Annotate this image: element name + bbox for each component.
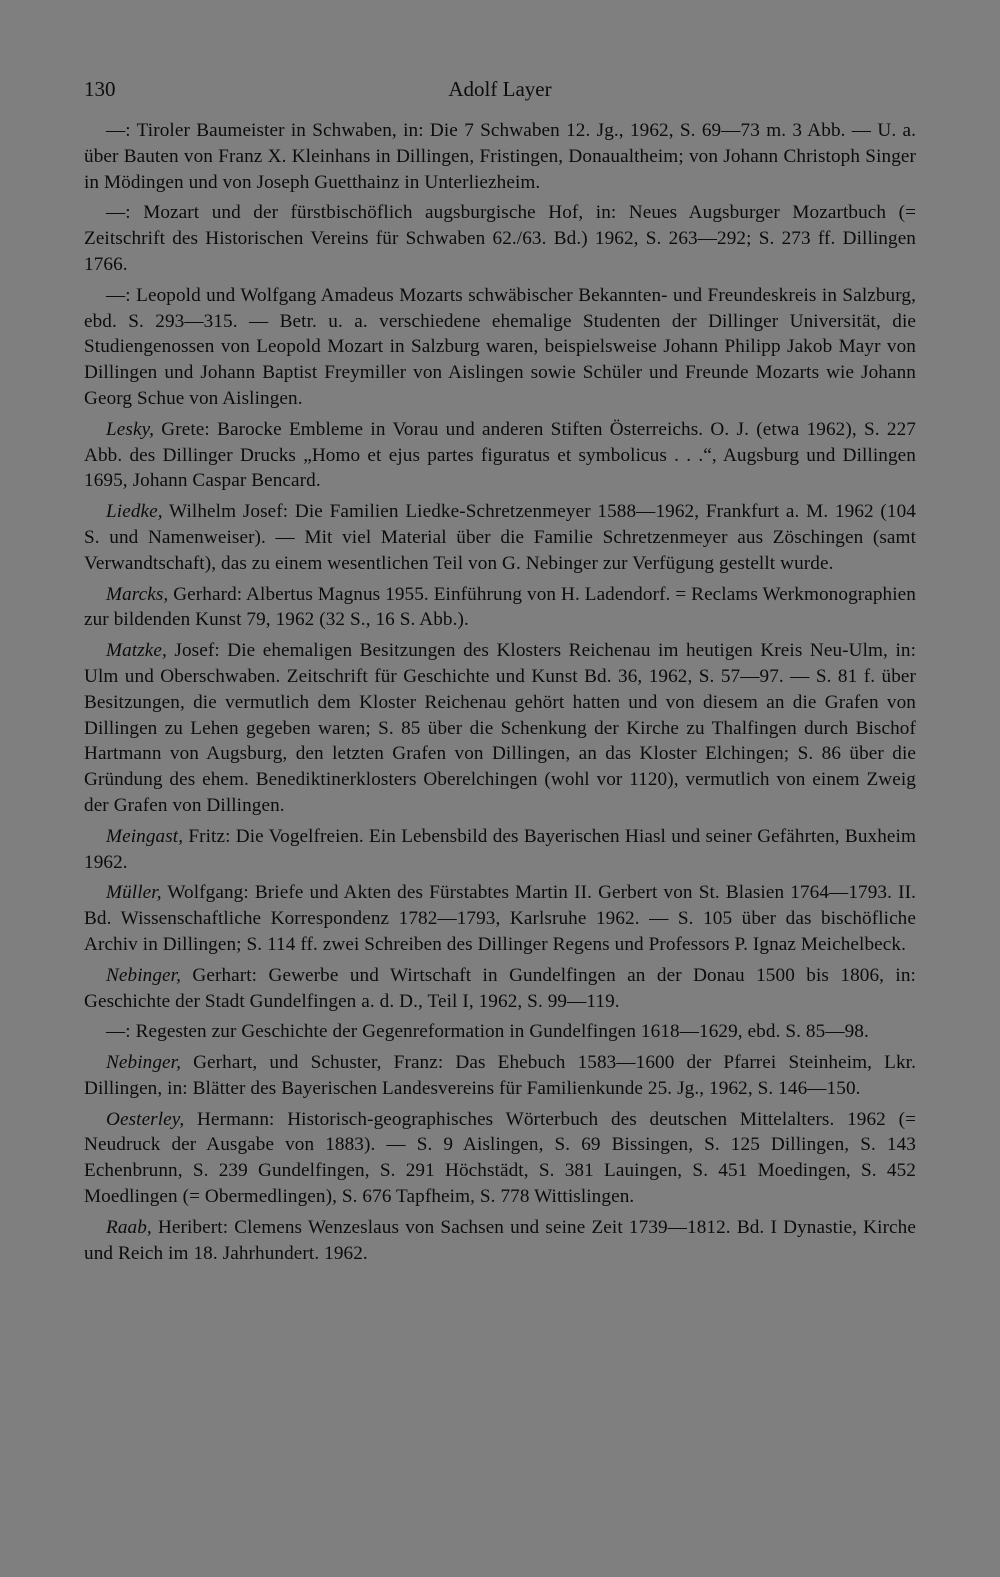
entry-author: Meingast, <box>106 825 184 847</box>
entry-author: Marcks, <box>106 583 169 605</box>
bibliography-entry <box>84 638 916 819</box>
entry-text: —: Tiroler Baumeister in Schwaben, in: Die 7 Schwaben 12. Jg., 1962, S. 69—73 m. 3 Abb. — U. a. über Bauten von Franz X. Kleinhans in Dillingen, Fristingen, Donaualtheim; von Johann Christoph Singer in Mödingen und von Joseph Guetthainz in Unterliezheim. <box>84 120 916 193</box>
page-number: 130 <box>84 77 116 101</box>
entry-text: Heribert: Clemens Wenzeslaus von Sachsen und seine Zeit 1739—1812. Bd. I Dynastie, Kirche und Reich im 18. Jahrhundert. 1962. <box>84 1216 916 1264</box>
entry-author: Nebinger, <box>106 964 181 986</box>
bibliography-entry <box>84 1050 916 1102</box>
bibliography-entry <box>84 1107 916 1210</box>
bibliography-entry <box>84 963 916 1015</box>
entry-text: Grete: Barocke Embleme in Vorau und anderen Stiften Österreichs. O. J. (etwa 1962), S. 227 Abb. des Dillinger Drucks „Homo et ejus partes figuratus et symbolicus . . .“, Augsburg und Dillingen 1695, Johann Caspar Bencard. <box>84 418 916 492</box>
bibliography-entry <box>84 1019 916 1045</box>
entry-text: Gerhard: Albertus Magnus 1955. Einführung von H. Ladendorf. = Reclams Werkmonographien zur bildenden Kunst 79, 1962 (32 S., 16 S. Abb.). <box>84 583 916 631</box>
bibliography-entry <box>84 1215 916 1267</box>
bibliography-entry <box>84 880 916 957</box>
entry-text: Fritz: Die Vogelfreien. Ein Lebensbild des Bayerischen Hiasl und seiner Gefährten, Buxheim 1962. <box>84 825 916 873</box>
entry-author: Oesterley, <box>106 1108 185 1130</box>
entry-text: —: Mozart und der fürstbischöflich augsburgische Hof, in: Neues Augsburger Mozartbuch (= Zeitschrift des Historischen Vereins für Schwaben 62./63. Bd.) 1962, S. 263—292; S. 273 ff. Dillingen 1766. <box>84 202 916 275</box>
entry-text: Gerhart: Gewerbe und Wirtschaft in Gundelfingen an der Donau 1500 bis 1806, in: Geschichte der Stadt Gundelfingen a. d. D., Teil I, 1962, S. 99—119. <box>84 964 916 1012</box>
entry-author: Matzke, <box>106 640 167 662</box>
entry-text: Gerhart, und Schuster, Franz: Das Ehebuch 1583—1600 der Pfarrei Steinheim, Lkr. Dillingen, in: Blätter des Bayerischen Landesvereins für Familienkunde 25. Jg., 1962, S. 146—150. <box>84 1052 916 1099</box>
entry-text: Wilhelm Josef: Die Familien Liedke-Schretzenmeyer 1588—1962, Frankfurt a. M. 1962 (104 S. und Namenweiser). — Mit viel Material über die Familie Schretzenmeyer aus Zöschingen (samt Verwandtschaft), das zu einem wesentlichen Teil von G. Nebinger zur Verfügung gestellt wurde. <box>84 501 916 574</box>
entry-text: Hermann: Historisch-geographisches Wörterbuch des deutschen Mittelalters. 1962 (= Neudruck der Ausgabe von 1883). — S. 9 Aislingen, S. 69 Bissingen, S. 125 Dillingen, S. 143 Echenbrunn, S. 239 Gundelfingen, S. 291 Höchstädt, S. 381 Lauingen, S. 451 Moedingen, S. 452 Moedlingen (= Obermedlingen), S. 676 Tapfheim, S. 778 Wittislingen. <box>84 1108 916 1208</box>
entry-text: —: Leopold und Wolfgang Amadeus Mozarts schwäbischer Bekannten- und Freundeskreis in Salzburg, ebd. S. 293—315. — Betr. u. a. verschiedene ehemalige Studenten der Dillinger Universität, die Studiengenossen von Leopold Mozart in Salzburg waren, beispielsweise Johann Philipp Jakob Mayr von Dillingen und Johann Baptist Freymiller von Aislingen sowie Schüler und Freunde Mozarts wie Johann Georg Schue von Aislingen. <box>84 284 916 409</box>
entry-text: —: Regesten zur Geschichte der Gegenreformation in Gundelfingen 1618—1629, ebd. S. 85—98. <box>106 1021 869 1043</box>
entry-author: Müller, <box>106 882 162 904</box>
bibliography-list <box>84 118 916 1266</box>
bibliography-entry <box>84 417 916 494</box>
entry-author: Liedke, <box>106 501 163 523</box>
running-title: Adolf Layer <box>448 77 552 101</box>
bibliography-entry <box>84 499 916 576</box>
bibliography-entry <box>84 118 916 195</box>
bibliography-entry <box>84 283 916 412</box>
bibliography-entry <box>84 200 916 277</box>
entry-author: Nebinger, <box>106 1052 181 1074</box>
entry-text: Wolfgang: Briefe und Akten des Fürstabtes Martin II. Gerbert von St. Blasien 1764—1793. II. Bd. Wissenschaftliche Korrespondenz 1782—1793, Karlsruhe 1962. — S. 105 über das bischöfliche Archiv in Dillingen; S. 114 ff. zwei Schreiben des Dillinger Regens und Professors P. Ignaz Meichelbeck. <box>84 882 916 955</box>
page-header <box>84 72 916 106</box>
bibliography-entry <box>84 824 916 876</box>
bibliography-entry <box>84 582 916 634</box>
entry-text: Josef: Die ehemaligen Besitzungen des Klosters Reichenau im heutigen Kreis Neu-Ulm, in: Ulm und Oberschwaben. Zeitschrift für Geschichte und Kunst Bd. 36, 1962, S. 57—97. — S. 81 f. über Besitzungen, die vermutlich dem Kloster Reichenau gehört hatten und von diesem an die Grafen von Dillingen zu Lehen gegeben waren; S. 85 über die Schenkung der Kirche zu Thalfingen durch Bischof Hartmann von Augsburg, den letzten Grafen von Dillingen, an das Kloster Elchingen; S. 86 über die Gründung des ehem. Benediktinerklosters Oberelchingen (wohl vor 1120), vermutlich von einem Zweig der Grafen von Dillingen. <box>84 640 916 816</box>
entry-author: Lesky, <box>106 418 155 440</box>
entry-author: Raab, <box>106 1216 152 1238</box>
